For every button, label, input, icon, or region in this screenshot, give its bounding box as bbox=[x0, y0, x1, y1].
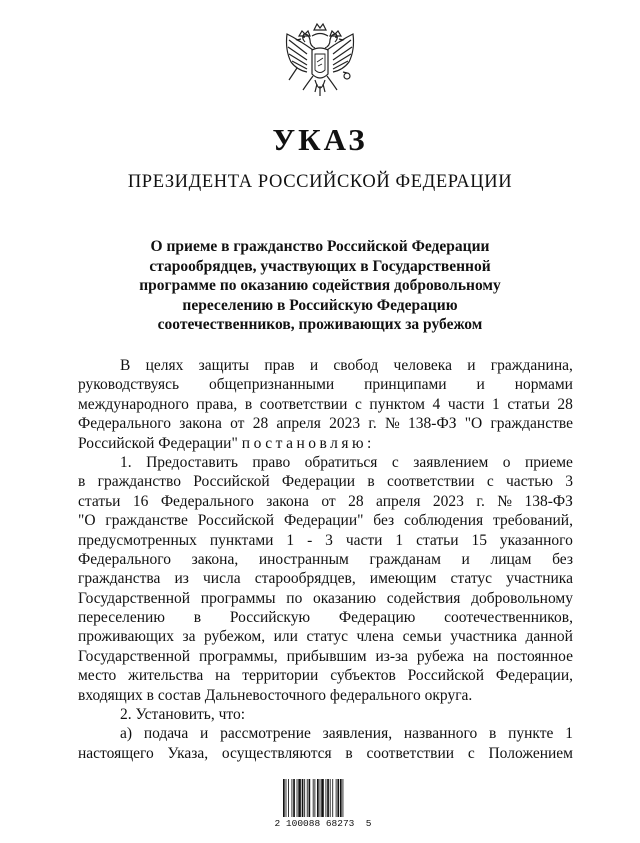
body-word: нормами bbox=[514, 376, 573, 394]
body-word: требований, bbox=[492, 512, 573, 530]
body-word: 3 bbox=[325, 531, 333, 549]
body-word: а) bbox=[120, 725, 133, 743]
barcode-bar bbox=[327, 779, 329, 817]
body-line bbox=[78, 705, 573, 724]
body-word: и bbox=[309, 357, 319, 374]
body-word: Российской bbox=[193, 473, 270, 491]
body-word: Российской bbox=[407, 667, 485, 685]
barcode-bar bbox=[336, 779, 337, 817]
body-word: 138-ФЗ bbox=[408, 415, 457, 433]
body-word: от bbox=[321, 492, 336, 510]
body-line bbox=[78, 356, 573, 375]
body-word: частью bbox=[505, 473, 553, 491]
body-word: с bbox=[354, 395, 362, 413]
body-line bbox=[78, 589, 573, 608]
body-word: переселению bbox=[78, 609, 165, 627]
body-word: Федерального bbox=[78, 550, 172, 568]
body-word: статьи bbox=[78, 492, 121, 510]
body-word: заявлением bbox=[413, 453, 489, 471]
body-word: или bbox=[273, 628, 298, 646]
body-word: Российскую bbox=[229, 609, 311, 627]
body-word: и bbox=[200, 725, 209, 743]
barcode-bar bbox=[286, 779, 287, 817]
body-word: прав bbox=[264, 357, 295, 374]
body-word: 28 bbox=[252, 415, 269, 433]
body-word: участника bbox=[506, 570, 573, 588]
body-line bbox=[78, 608, 573, 627]
body-text: входящих в состав Дальневосточного федерального округа. bbox=[78, 686, 473, 704]
barcode-bar bbox=[304, 779, 305, 817]
body-line bbox=[78, 492, 573, 511]
body-word: 1 bbox=[565, 725, 573, 743]
decree-heading-line: соотечественников, проживающих за рубежом bbox=[157, 316, 483, 334]
barcode-bar bbox=[302, 779, 304, 817]
body-word: Предоставить bbox=[146, 453, 238, 471]
body-word: и bbox=[461, 550, 470, 568]
body-word: по bbox=[286, 589, 303, 607]
body-word: Федерации bbox=[281, 473, 356, 491]
issuer-title: ПРЕЗИДЕНТА РОССИЙСКОЙ ФЕДЕРАЦИИ bbox=[127, 172, 513, 192]
body-word: на bbox=[473, 647, 489, 665]
decree-heading-line: программе по оказанию содействия добровольному bbox=[139, 277, 501, 295]
body-word: статус bbox=[306, 628, 348, 646]
body-word: права, bbox=[196, 395, 238, 413]
body-word: с bbox=[467, 744, 475, 762]
body-word: в bbox=[367, 473, 375, 491]
body-word: общепризнанными bbox=[208, 376, 335, 394]
body-word: закона, bbox=[191, 550, 239, 568]
body-word: за bbox=[182, 628, 196, 646]
body-word: части bbox=[345, 531, 383, 549]
body-word: Государственной bbox=[78, 589, 191, 607]
body-line bbox=[78, 550, 573, 569]
body-word: свобод bbox=[333, 357, 379, 374]
barcode-bar bbox=[309, 779, 311, 817]
body-word: лицам bbox=[490, 550, 532, 568]
body-line bbox=[78, 686, 573, 705]
document-title: УКАЗ bbox=[272, 122, 368, 157]
body-word: В bbox=[120, 357, 131, 374]
body-word: рубежа bbox=[416, 647, 465, 665]
body-word: человека bbox=[393, 357, 452, 374]
body-word: жительства bbox=[128, 667, 204, 685]
body-word: в bbox=[244, 395, 253, 413]
body-word: на bbox=[215, 667, 231, 685]
body-word: "О bbox=[78, 512, 96, 530]
body-word: проживающих bbox=[78, 628, 174, 646]
body-word: Федерального bbox=[160, 492, 254, 510]
decree-heading-line: старообрядцев, участвующих в Государственной bbox=[149, 257, 491, 275]
body-word: участника bbox=[450, 628, 518, 646]
body-word: гражданства bbox=[78, 570, 161, 588]
barcode-bar bbox=[313, 779, 314, 817]
body-word: г. bbox=[476, 492, 485, 510]
body-word: числа bbox=[203, 570, 241, 588]
body-word: 1. bbox=[120, 453, 132, 471]
barcode-icon bbox=[283, 779, 365, 817]
body-line bbox=[78, 569, 573, 588]
body-word: имеющим bbox=[369, 570, 437, 588]
barcode-bar bbox=[292, 779, 293, 817]
barcode-bar bbox=[288, 779, 289, 817]
body-word: из bbox=[174, 570, 189, 588]
barcode-bar bbox=[314, 779, 315, 817]
body-word: программы, bbox=[198, 647, 278, 665]
body-word: с bbox=[486, 473, 494, 491]
body-word: Федерацию bbox=[338, 609, 416, 627]
body-word: и bbox=[476, 376, 485, 394]
body-line bbox=[78, 666, 573, 685]
barcode-bar bbox=[326, 779, 327, 817]
body-word: соблюдения bbox=[404, 512, 484, 530]
barcode-number: 2 100088 68273 5 bbox=[274, 818, 372, 829]
body-word: осуществляются bbox=[221, 744, 332, 762]
body-word: 16 bbox=[132, 492, 149, 510]
body-line bbox=[78, 414, 573, 433]
body-word: апреля bbox=[276, 415, 321, 433]
body-line bbox=[78, 531, 573, 550]
body-word: о bbox=[502, 453, 511, 471]
body-word: Федерального bbox=[78, 415, 172, 433]
barcode-bar bbox=[297, 779, 298, 817]
barcode-bar bbox=[307, 779, 308, 817]
body-word: статьи bbox=[507, 395, 550, 413]
decree-heading-line: О приеме в гражданство Российской Федерации bbox=[150, 238, 490, 255]
body-line bbox=[78, 744, 573, 763]
body-word: оказанию bbox=[313, 589, 377, 607]
body-word: подача bbox=[143, 725, 189, 743]
barcode-bar bbox=[340, 779, 342, 817]
body-word: пунктами bbox=[209, 531, 274, 549]
body-word: субъектов bbox=[330, 667, 396, 685]
body-word: иностранным bbox=[258, 550, 349, 568]
barcode-bar bbox=[283, 779, 285, 817]
body-word: 4 bbox=[432, 395, 441, 413]
body-word: без bbox=[552, 550, 573, 568]
body-word: Государственной bbox=[78, 647, 191, 665]
body-word: гражданство bbox=[97, 473, 181, 491]
body-word: названного bbox=[403, 725, 478, 743]
body-word: Указа, bbox=[167, 744, 209, 762]
body-word: в bbox=[489, 725, 497, 743]
body-word: 1 bbox=[395, 531, 404, 549]
body-word: обратиться bbox=[304, 453, 378, 471]
body-word: 1 bbox=[492, 395, 500, 413]
body-word: программы bbox=[200, 589, 276, 607]
body-word: 15 bbox=[471, 531, 487, 549]
body-word: территории bbox=[242, 667, 319, 685]
barcode-bar bbox=[317, 779, 319, 817]
barcode-bar bbox=[320, 779, 321, 817]
body-word: от bbox=[230, 415, 245, 433]
body-word: данной bbox=[525, 628, 573, 646]
body-word: соответствии bbox=[386, 473, 475, 491]
body-word: закона bbox=[179, 415, 222, 433]
body-word: в bbox=[78, 473, 86, 491]
body-word: в bbox=[193, 609, 202, 627]
body-word: руководствуясь bbox=[78, 376, 180, 394]
body-word: предусмотренных bbox=[78, 531, 197, 549]
body-word: целях bbox=[145, 357, 184, 374]
body-word: статьи bbox=[416, 531, 459, 549]
body-word: из-за bbox=[375, 647, 409, 665]
body-word: 2023 bbox=[432, 492, 464, 510]
body-word: соотечественников, bbox=[444, 609, 573, 627]
barcode-bar bbox=[343, 779, 344, 817]
body-word: гражданстве bbox=[105, 512, 188, 530]
body-word: 1 bbox=[286, 531, 295, 549]
body-word: 3 bbox=[565, 473, 573, 491]
body-word: статус bbox=[450, 570, 493, 588]
body-word: - bbox=[307, 531, 313, 549]
body-word: пункте bbox=[508, 725, 554, 743]
body-word: международного bbox=[78, 395, 189, 413]
barcode-bar bbox=[321, 779, 324, 817]
body-word: гражданам bbox=[369, 550, 441, 568]
body-word: семьи bbox=[402, 628, 442, 646]
body-word: с bbox=[391, 453, 399, 471]
body-word: пунктом bbox=[369, 395, 425, 413]
body-word: гражданина, bbox=[490, 357, 573, 374]
body-word: Федерации, bbox=[495, 667, 573, 685]
body-word: "О bbox=[464, 415, 483, 433]
body-line bbox=[78, 724, 573, 743]
body-word: апреля bbox=[376, 492, 421, 510]
decree-body bbox=[78, 356, 573, 763]
body-word: принципами bbox=[364, 376, 447, 394]
body-word: заявления, bbox=[322, 725, 393, 743]
decree-heading bbox=[100, 237, 540, 335]
body-word: гражданстве bbox=[490, 415, 573, 433]
body-word: без bbox=[373, 512, 395, 530]
body-line bbox=[78, 453, 573, 472]
body-word: указанного bbox=[499, 531, 573, 549]
barcode-bar bbox=[298, 779, 301, 817]
body-word: рассмотрение bbox=[220, 725, 311, 743]
resolution-word: постановляю: bbox=[241, 434, 375, 452]
body-word: и bbox=[467, 357, 476, 374]
decree-heading-line: переселению в Российскую Федерацию bbox=[182, 296, 458, 314]
body-word: защиты bbox=[198, 357, 250, 374]
barcode-bar bbox=[330, 779, 331, 817]
body-word: приеме bbox=[524, 453, 573, 471]
body-word: постоянное bbox=[497, 647, 573, 665]
coat-of-arms-icon bbox=[277, 20, 363, 106]
body-word: рубежом, bbox=[203, 628, 266, 646]
body-word: части bbox=[447, 395, 485, 413]
body-word: 28 bbox=[348, 492, 364, 510]
body-line bbox=[78, 647, 573, 666]
barcode-bar bbox=[293, 779, 295, 817]
body-text: 2. Установить, что: bbox=[120, 706, 246, 724]
body-line bbox=[78, 472, 573, 491]
body-line bbox=[78, 511, 573, 530]
body-word: содействия bbox=[386, 589, 461, 607]
body-word: г. bbox=[368, 415, 377, 433]
body-line bbox=[78, 434, 573, 453]
body-word: Положением bbox=[488, 744, 573, 762]
body-word: закона bbox=[266, 492, 309, 510]
body-word: настоящего bbox=[78, 744, 154, 762]
body-word: 2023 bbox=[329, 415, 361, 433]
body-line bbox=[78, 375, 573, 394]
body-line bbox=[78, 395, 573, 414]
body-word: место bbox=[78, 667, 117, 685]
body-word: № bbox=[385, 415, 400, 433]
body-word: Федерации" bbox=[283, 512, 364, 530]
body-word: прибывшим bbox=[286, 647, 367, 665]
barcode-bar bbox=[337, 779, 339, 817]
body-line bbox=[78, 627, 573, 646]
body-word: старообрядцев, bbox=[254, 570, 356, 588]
body-word: члена bbox=[356, 628, 395, 646]
body-word: № bbox=[497, 492, 513, 510]
body-word: 28 bbox=[557, 395, 573, 413]
body-word: добровольному bbox=[471, 589, 573, 607]
barcode-bar bbox=[332, 779, 333, 817]
body-word: право bbox=[252, 453, 291, 471]
body-word: Российской bbox=[197, 512, 275, 530]
body-word: 138-ФЗ bbox=[524, 492, 573, 510]
body-word: соответствии bbox=[259, 395, 348, 413]
body-word: соответствии bbox=[366, 744, 455, 762]
body-text: Российской Федерации" bbox=[78, 434, 238, 452]
body-word: в bbox=[345, 744, 353, 762]
